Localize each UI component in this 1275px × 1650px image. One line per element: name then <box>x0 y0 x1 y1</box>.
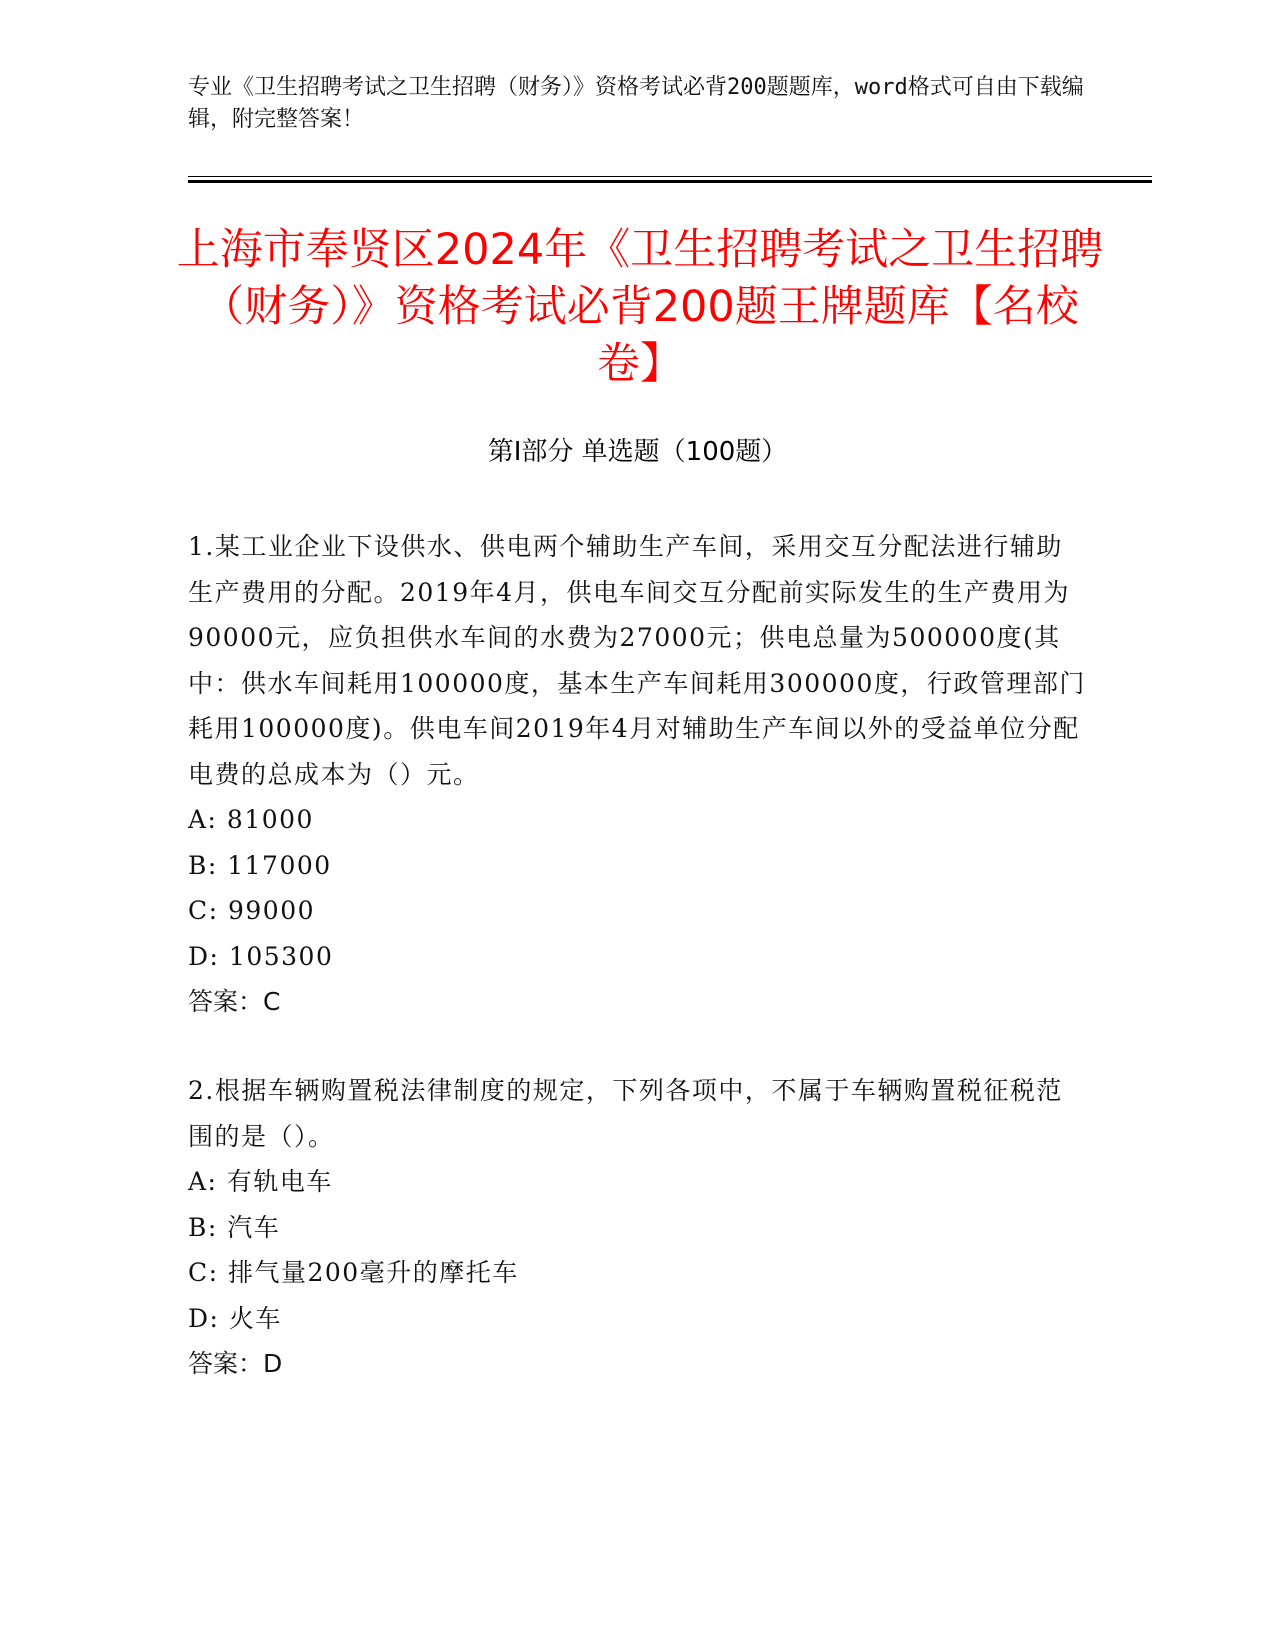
section-title: 第Ⅰ部分 单选题（100题） <box>487 437 788 467</box>
header-divider-thin <box>188 176 1152 177</box>
option-a: A: 有轨电车 <box>188 1167 333 1196</box>
option-b: B: 汽车 <box>188 1212 281 1242</box>
header-divider-thick <box>188 180 1152 183</box>
header-note: 专业《卫生招聘考试之卫生招聘（财务）》资格考试必背200题题库，word格式可自由下载编辑，附完整答案！ <box>188 75 1084 132</box>
option-d: D: 105300 <box>188 941 334 971</box>
option-d: D: 火车 <box>188 1303 282 1333</box>
answer: 答案：C <box>188 987 281 1016</box>
option-b: B: 117000 <box>188 850 332 880</box>
document-title: 上海市奉贤区2024年《卫生招聘考试之卫生招聘（财务）》资格考试必背200题王牌题库【名校卷】 <box>176 225 1104 389</box>
answer: 答案：D <box>188 1349 283 1378</box>
question-2 <box>188 1068 1088 1387</box>
question-stem: 2.根据车辆购置税法律制度的规定，下列各项中，不属于车辆购置税征税范围的是（）。 <box>188 1076 1063 1151</box>
option-c: C: 99000 <box>188 896 316 925</box>
option-a: A: 81000 <box>188 805 314 834</box>
question-stem: 1.某工业企业下设供水、供电两个辅助生产车间，采用交互分配法进行辅助生产费用的分配。2019年4月，供电车间交互分配前实际发生的生产费用为90000元，应负担供水车间的水费为27000元；供电总量为500000度(其中：供水车间耗用100000度，基本生产车间耗用300000度，行政管理部门耗用100000度)。供电车间2019年4月对辅助生产车间以外的受益单位分配电费的总成本为（）元。 <box>188 532 1086 789</box>
option-c: C: 排气量200毫升的摩托车 <box>188 1258 519 1287</box>
question-1 <box>188 524 1088 1025</box>
